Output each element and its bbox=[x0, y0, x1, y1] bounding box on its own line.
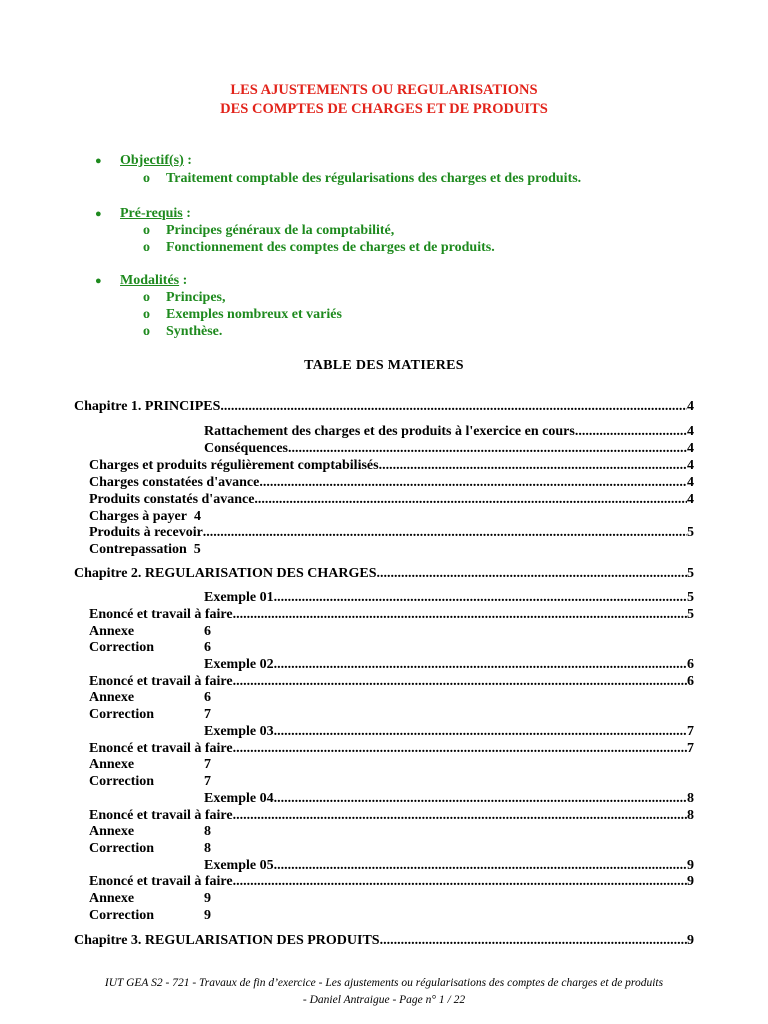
toc-entry[interactable] bbox=[89, 890, 211, 907]
dot-leader bbox=[379, 457, 687, 474]
toc-page-number: 9 bbox=[204, 891, 211, 906]
toc-page-number: 4 bbox=[194, 509, 201, 524]
dot-leader bbox=[376, 565, 687, 582]
toc-entry[interactable] bbox=[89, 807, 694, 824]
dot-leader bbox=[203, 524, 687, 541]
toc-entry-text: Chapitre 3. REGULARISATION DES PRODUITS bbox=[74, 933, 380, 948]
toc-page-number: 4 bbox=[687, 399, 694, 414]
list-item bbox=[143, 223, 394, 239]
section-prerequis-heading bbox=[120, 206, 191, 222]
sub-bullet-icon: o bbox=[143, 240, 150, 255]
toc-entry-text: Annexe bbox=[89, 757, 135, 772]
dot-leader bbox=[254, 491, 687, 508]
dot-leader bbox=[233, 807, 687, 824]
section-modalites-heading bbox=[120, 273, 187, 289]
toc-entry-chapter-2[interactable] bbox=[74, 565, 694, 582]
toc-page-number: 6 bbox=[687, 674, 694, 689]
toc-entry-text: Conséquences bbox=[204, 441, 289, 456]
toc-page-number: 9 bbox=[687, 933, 694, 948]
section-label: Modalités bbox=[120, 273, 180, 288]
dot-leader bbox=[233, 673, 687, 690]
list-item bbox=[143, 290, 226, 306]
toc-entry[interactable] bbox=[89, 639, 211, 656]
toc-entry-text: Charges constatées d'avance bbox=[89, 475, 260, 490]
toc-page-number: 6 bbox=[204, 640, 211, 655]
toc-entry-text: Annexe bbox=[89, 824, 135, 839]
list-item bbox=[143, 324, 222, 340]
dot-leader bbox=[575, 423, 687, 440]
toc-entry-text: Rattachement des charges et des produits à l'exercice en cours bbox=[204, 424, 575, 439]
toc-entry[interactable] bbox=[89, 823, 211, 840]
toc-page-number: 7 bbox=[204, 757, 211, 772]
list-item bbox=[143, 240, 495, 256]
toc-page-number: 5 bbox=[687, 607, 694, 622]
toc-entry-text: Correction bbox=[89, 841, 155, 856]
toc-entry[interactable] bbox=[89, 606, 694, 623]
toc-page-number: 4 bbox=[687, 424, 694, 439]
toc-page-number: 8 bbox=[687, 808, 694, 823]
dot-leader bbox=[233, 740, 687, 757]
toc-entry-text: Exemple 01 bbox=[204, 590, 274, 605]
sub-bullet-icon: o bbox=[143, 307, 150, 322]
toc-entry-text: Exemple 03 bbox=[204, 724, 274, 739]
toc-entry[interactable] bbox=[89, 756, 211, 773]
toc-entry[interactable] bbox=[89, 457, 694, 474]
toc-page-number: 9 bbox=[204, 908, 211, 923]
dot-leader bbox=[288, 440, 687, 457]
toc-entry[interactable] bbox=[204, 589, 694, 606]
toc-entry-text: Exemple 04 bbox=[204, 791, 274, 806]
toc-entry-text: Correction bbox=[89, 707, 155, 722]
toc-entry-text: Enoncé et travail à faire bbox=[89, 674, 233, 689]
bullet-icon: ● bbox=[95, 155, 102, 167]
footer-line-1: IUT GEA S2 - 721 - Travaux de fin d’exercice - Les ajustements ou régularisations des comptes de charges et de produits bbox=[104, 977, 664, 989]
dot-leader bbox=[233, 606, 687, 623]
section-label: Pré-requis bbox=[120, 206, 183, 221]
sub-bullet-icon: o bbox=[143, 324, 150, 339]
toc-page-number: 6 bbox=[204, 690, 211, 705]
toc-page-number: 6 bbox=[687, 657, 694, 672]
list-item-text: Exemples nombreux et variés bbox=[166, 307, 342, 322]
toc-entry[interactable] bbox=[204, 440, 694, 457]
toc-entry-chapter-1[interactable] bbox=[74, 398, 694, 415]
toc-entry-text: Produits à recevoir bbox=[89, 525, 203, 540]
toc-page-number: 7 bbox=[204, 707, 211, 722]
toc-page-number: 8 bbox=[204, 841, 211, 856]
dot-leader bbox=[259, 474, 687, 491]
section-colon: : bbox=[182, 206, 191, 221]
sub-bullet-icon: o bbox=[143, 223, 150, 238]
toc-entry[interactable] bbox=[89, 673, 694, 690]
toc-entry-text: Correction bbox=[89, 774, 155, 789]
toc-entry[interactable] bbox=[204, 857, 694, 874]
toc-entry[interactable] bbox=[89, 524, 694, 541]
toc-entry-text: Correction bbox=[89, 908, 155, 923]
dot-leader bbox=[274, 656, 687, 673]
toc-entry-chapter-3[interactable] bbox=[74, 932, 694, 949]
toc-entry[interactable] bbox=[89, 623, 211, 640]
toc-page-number: 5 bbox=[687, 566, 694, 581]
toc-entry-text: Annexe bbox=[89, 690, 135, 705]
toc-entry[interactable] bbox=[204, 790, 694, 807]
list-item-text: Principes généraux de la comptabilité, bbox=[166, 223, 395, 238]
toc-page-number: 4 bbox=[687, 458, 694, 473]
section-colon: : bbox=[179, 273, 188, 288]
toc-page-number: 4 bbox=[687, 441, 694, 456]
sub-bullet-icon: o bbox=[143, 290, 150, 305]
toc-entry-text: Enoncé et travail à faire bbox=[89, 607, 233, 622]
bullet-icon: ● bbox=[95, 208, 102, 220]
section-label: Objectif(s) bbox=[120, 153, 184, 168]
toc-entry-text: Correction bbox=[89, 640, 155, 655]
dot-leader bbox=[274, 723, 687, 740]
toc-title: TABLE DES MATIERES bbox=[304, 358, 464, 373]
section-colon: : bbox=[183, 153, 192, 168]
dot-leader bbox=[274, 790, 687, 807]
toc-page-number: 6 bbox=[204, 624, 211, 639]
toc-entry[interactable] bbox=[89, 689, 211, 706]
toc-page-number: 8 bbox=[687, 791, 694, 806]
toc-entry-text: Contrepassation bbox=[89, 542, 187, 557]
dot-leader bbox=[233, 873, 687, 890]
list-item-text: Synthèse. bbox=[166, 324, 223, 339]
toc-entry[interactable] bbox=[89, 491, 694, 508]
toc-page-number: 5 bbox=[687, 590, 694, 605]
toc-entry[interactable] bbox=[204, 723, 694, 740]
dot-leader bbox=[274, 857, 687, 874]
section-objectifs-heading bbox=[120, 153, 192, 169]
toc-entry[interactable] bbox=[89, 873, 694, 890]
toc-entry-text: Annexe bbox=[89, 624, 135, 639]
footer-line-2: - Daniel Antraigue - Page n° 1 / 22 bbox=[302, 994, 466, 1006]
bullet-icon: ● bbox=[95, 275, 102, 287]
list-item bbox=[143, 171, 581, 187]
toc-entry-text: Annexe bbox=[89, 891, 135, 906]
toc-entry[interactable] bbox=[89, 773, 211, 790]
toc-page-number: 7 bbox=[204, 774, 211, 789]
toc-page-number: 9 bbox=[687, 858, 694, 873]
toc-entry-text: Chapitre 1. PRINCIPES bbox=[74, 399, 221, 414]
toc-entry[interactable] bbox=[89, 840, 211, 857]
toc-entry-text: Charges à payer bbox=[89, 509, 187, 524]
dot-leader bbox=[220, 398, 687, 415]
toc-page-number: 5 bbox=[193, 542, 201, 557]
toc-entry[interactable] bbox=[89, 706, 211, 723]
toc-entry-text: Charges et produits régulièrement comptabilisés bbox=[89, 458, 379, 473]
title-line-1: LES AJUSTEMENTS OU REGULARISATIONS bbox=[230, 82, 538, 98]
toc-entry[interactable] bbox=[204, 656, 694, 673]
dot-leader bbox=[380, 932, 687, 949]
toc-entry-text: Exemple 05 bbox=[204, 858, 274, 873]
toc-entry[interactable] bbox=[89, 740, 694, 757]
toc-entry-text: Enoncé et travail à faire bbox=[89, 741, 233, 756]
toc-entry-text: Enoncé et travail à faire bbox=[89, 874, 233, 889]
toc-entry[interactable] bbox=[89, 508, 201, 525]
list-item-text: Principes, bbox=[166, 290, 226, 305]
toc-page-number: 9 bbox=[687, 874, 694, 889]
list-item-text: Traitement comptable des régularisations des charges et des produits. bbox=[166, 171, 582, 186]
toc-page-number: 4 bbox=[687, 492, 694, 507]
toc-entry[interactable] bbox=[89, 907, 211, 924]
toc-entry[interactable] bbox=[204, 423, 694, 440]
toc-entry[interactable] bbox=[89, 541, 201, 558]
toc-page-number: 8 bbox=[204, 824, 211, 839]
sub-bullet-icon: o bbox=[143, 171, 150, 186]
title-line-2: DES COMPTES DE CHARGES ET DE PRODUITS bbox=[220, 101, 548, 117]
toc-entry-text: Enoncé et travail à faire bbox=[89, 808, 233, 823]
toc-page-number: 5 bbox=[687, 525, 694, 540]
dot-leader bbox=[274, 589, 687, 606]
toc-page-number: 7 bbox=[687, 741, 694, 756]
list-item bbox=[143, 307, 342, 323]
toc-entry-text: Chapitre 2. REGULARISATION DES CHARGES bbox=[74, 566, 377, 581]
toc-entry-text: Produits constatés d'avance bbox=[89, 492, 255, 507]
toc-page-number: 4 bbox=[687, 475, 694, 490]
list-item-text: Fonctionnement des comptes de charges et de produits. bbox=[166, 240, 495, 255]
toc-entry-text: Exemple 02 bbox=[204, 657, 274, 672]
toc-entry[interactable] bbox=[89, 474, 694, 491]
toc-page-number: 7 bbox=[687, 724, 694, 739]
